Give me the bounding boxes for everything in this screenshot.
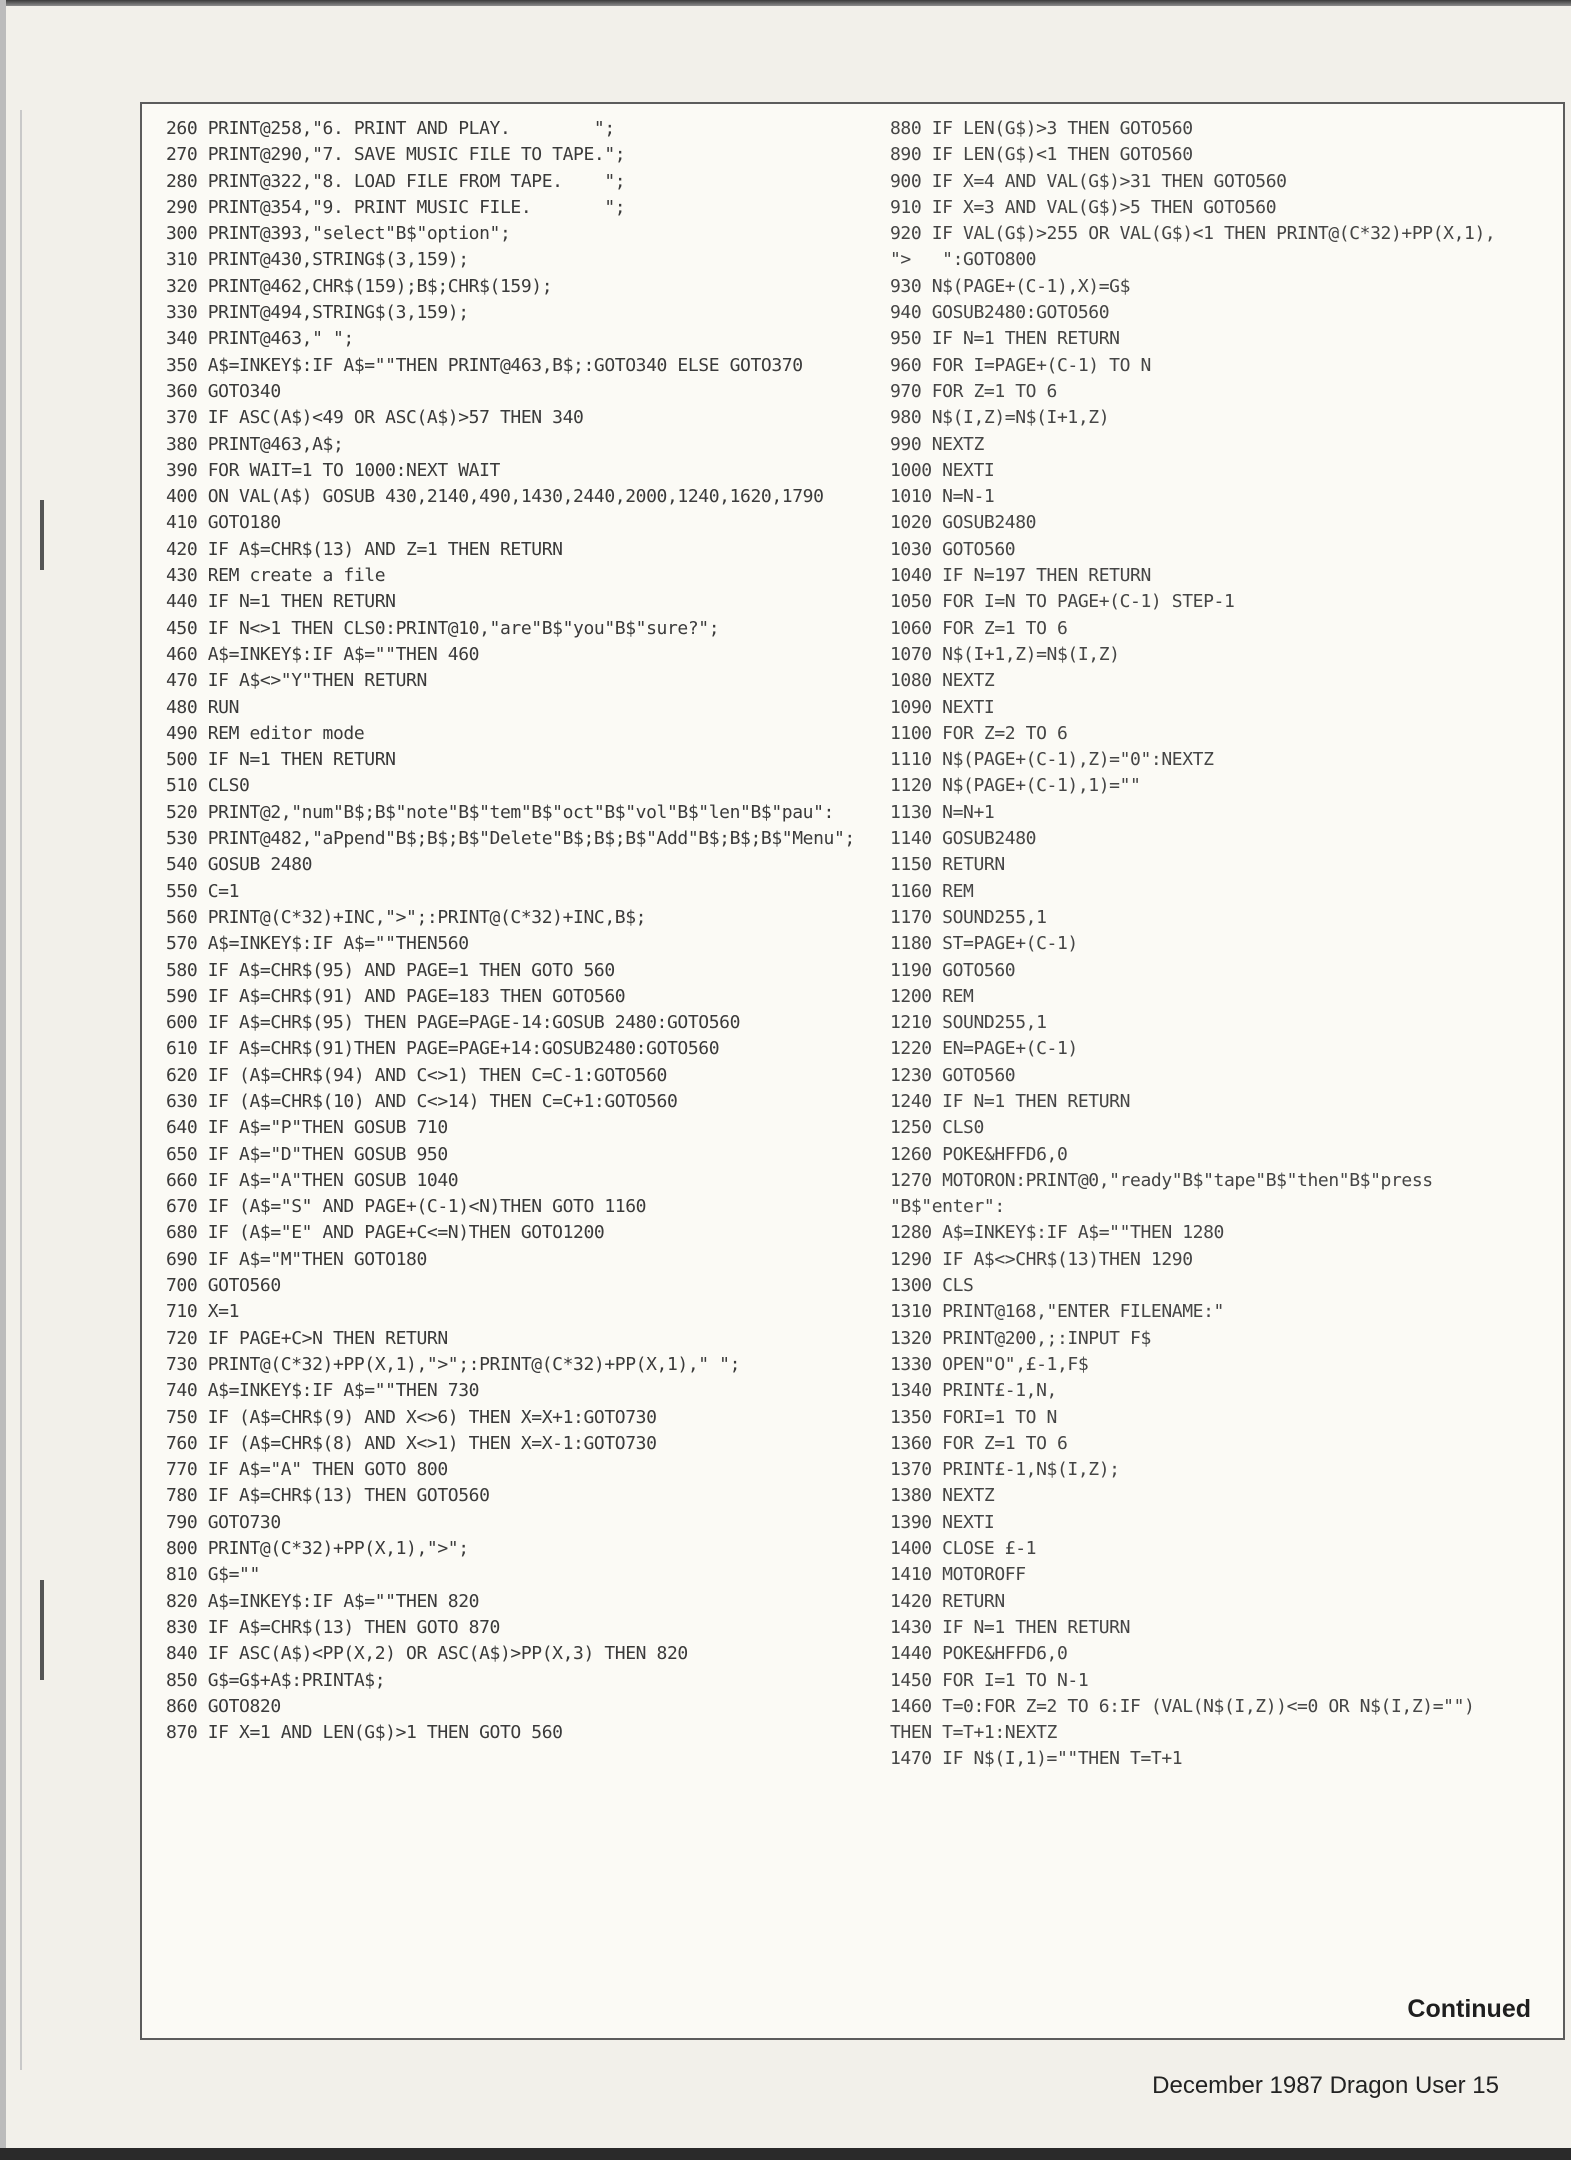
code-line: 320 PRINT@462,CHR$(159);B$;CHR$(159); bbox=[166, 275, 553, 297]
code-line: 910 IF X=3 AND VAL(G$)>5 THEN GOTO560 bbox=[890, 196, 1277, 218]
code-line: "B$"enter": bbox=[890, 1196, 1005, 1218]
code-line: 640 IF A$="P"THEN GOSUB 710 bbox=[166, 1117, 448, 1139]
code-line: 1020 GOSUB2480 bbox=[890, 512, 1037, 534]
code-line: 690 IF A$="M"THEN GOTO180 bbox=[166, 1248, 427, 1270]
code-line: 1270 MOTORON:PRINT@0,"ready"B$"tape"B$"then"B$"press bbox=[890, 1169, 1433, 1191]
gutter-mark bbox=[40, 500, 44, 570]
code-line: 1260 POKE&HFFD6,0 bbox=[890, 1143, 1068, 1165]
code-line: 800 PRINT@(C*32)+PP(X,1),">"; bbox=[166, 1538, 469, 1560]
page-edge-top bbox=[0, 0, 1571, 6]
code-line: 740 A$=INKEY$:IF A$=""THEN 730 bbox=[166, 1380, 480, 1402]
code-line: 290 PRINT@354,"9. PRINT MUSIC FILE. "; bbox=[166, 196, 626, 218]
code-line: 750 IF (A$=CHR$(9) AND X<>6) THEN X=X+1:GOTO730 bbox=[166, 1406, 657, 1428]
code-line: 840 IF ASC(A$)<PP(X,2) OR ASC(A$)>PP(X,3) THEN 820 bbox=[166, 1643, 688, 1665]
code-line: 450 IF N<>1 THEN CLS0:PRINT@10,"are"B$"you"B$"sure?"; bbox=[166, 617, 720, 639]
code-line: 850 G$=G$+A$:PRINTA$; bbox=[166, 1669, 386, 1691]
code-line: 1030 GOTO560 bbox=[890, 538, 1016, 560]
page-edge-left bbox=[0, 0, 6, 2160]
code-line: 780 IF A$=CHR$(13) THEN GOTO560 bbox=[166, 1485, 490, 1507]
code-line: 730 PRINT@(C*32)+PP(X,1),">";:PRINT@(C*32)+PP(X,1)," "; bbox=[166, 1353, 741, 1375]
listing-left-column bbox=[166, 116, 871, 1746]
code-line: 960 FOR I=PAGE+(C-1) TO N bbox=[890, 354, 1151, 376]
code-line: 980 N$(I,Z)=N$(I+1,Z) bbox=[890, 407, 1110, 429]
code-line: 530 PRINT@482,"aPpend"B$;B$;B$"Delete"B$;B$;B$"Add"B$;B$;B$"Menu"; bbox=[166, 828, 855, 850]
code-line: 650 IF A$="D"THEN GOSUB 950 bbox=[166, 1143, 448, 1165]
code-line: 580 IF A$=CHR$(95) AND PAGE=1 THEN GOTO 560 bbox=[166, 959, 615, 981]
code-line: 890 IF LEN(G$)<1 THEN GOTO560 bbox=[890, 144, 1193, 166]
code-line: 1200 REM bbox=[890, 985, 974, 1007]
code-line: 1400 CLOSE £-1 bbox=[890, 1538, 1037, 1560]
code-line: 370 IF ASC(A$)<49 OR ASC(A$)>57 THEN 340 bbox=[166, 407, 584, 429]
code-line: 1470 IF N$(I,1)=""THEN T=T+1 bbox=[890, 1748, 1183, 1770]
code-line: 590 IF A$=CHR$(91) AND PAGE=183 THEN GOTO560 bbox=[166, 985, 626, 1007]
code-line: 330 PRINT@494,STRING$(3,159); bbox=[166, 302, 469, 324]
code-line: 930 N$(PAGE+(C-1),X)=G$ bbox=[890, 275, 1131, 297]
code-line: 1390 NEXTI bbox=[890, 1511, 995, 1533]
code-line: "> ":GOTO800 bbox=[890, 249, 1037, 271]
code-line: 1110 N$(PAGE+(C-1),Z)="0":NEXTZ bbox=[890, 749, 1214, 771]
code-line: 350 A$=INKEY$:IF A$=""THEN PRINT@463,B$;:GOTO340 ELSE GOTO370 bbox=[166, 354, 803, 376]
code-line: 1140 GOSUB2480 bbox=[890, 828, 1037, 850]
code-line: 720 IF PAGE+C>N THEN RETURN bbox=[166, 1327, 448, 1349]
code-line: THEN T=T+1:NEXTZ bbox=[890, 1722, 1057, 1744]
code-line: 700 GOTO560 bbox=[166, 1275, 281, 1297]
code-line: 440 IF N=1 THEN RETURN bbox=[166, 591, 396, 613]
code-line: 410 GOTO180 bbox=[166, 512, 281, 534]
page-edge-bottom bbox=[0, 2148, 1571, 2160]
code-line: 990 NEXTZ bbox=[890, 433, 984, 455]
code-line: 380 PRINT@463,A$; bbox=[166, 433, 344, 455]
code-line: 1150 RETURN bbox=[890, 854, 1005, 876]
code-line: 400 ON VAL(A$) GOSUB 430,2140,490,1430,2440,2000,1240,1620,1790 bbox=[166, 486, 824, 508]
code-line: 870 IF X=1 AND LEN(G$)>1 THEN GOTO 560 bbox=[166, 1722, 563, 1744]
code-line: 570 A$=INKEY$:IF A$=""THEN560 bbox=[166, 933, 469, 955]
listing-panel bbox=[140, 102, 1565, 2040]
code-line: 1290 IF A$<>CHR$(13)THEN 1290 bbox=[890, 1248, 1193, 1270]
code-line: 300 PRINT@393,"select"B$"option"; bbox=[166, 223, 511, 245]
code-line: 490 REM editor mode bbox=[166, 722, 365, 744]
code-line: 470 IF A$<>"Y"THEN RETURN bbox=[166, 670, 427, 692]
code-line: 680 IF (A$="E" AND PAGE+C<=N)THEN GOTO1200 bbox=[166, 1222, 605, 1244]
code-line: 340 PRINT@463," "; bbox=[166, 328, 354, 350]
code-line: 480 RUN bbox=[166, 696, 240, 718]
code-line: 670 IF (A$="S" AND PAGE+(C-1)<N)THEN GOTO 1160 bbox=[166, 1196, 647, 1218]
code-line: 280 PRINT@322,"8. LOAD FILE FROM TAPE. "; bbox=[166, 170, 626, 192]
code-line: 1420 RETURN bbox=[890, 1590, 1005, 1612]
code-line: 1210 SOUND255,1 bbox=[890, 1012, 1047, 1034]
code-line: 1250 CLS0 bbox=[890, 1117, 984, 1139]
code-line: 1440 POKE&HFFD6,0 bbox=[890, 1643, 1068, 1665]
code-line: 1360 FOR Z=1 TO 6 bbox=[890, 1432, 1068, 1454]
code-line: 1000 NEXTI bbox=[890, 459, 995, 481]
code-line: 1370 PRINT£-1,N$(I,Z); bbox=[890, 1459, 1120, 1481]
code-line: 360 GOTO340 bbox=[166, 380, 281, 402]
code-line: 1350 FORI=1 TO N bbox=[890, 1406, 1057, 1428]
code-line: 880 IF LEN(G$)>3 THEN GOTO560 bbox=[890, 118, 1193, 139]
code-line: 770 IF A$="A" THEN GOTO 800 bbox=[166, 1459, 448, 1481]
code-line: 710 X=1 bbox=[166, 1301, 240, 1323]
code-line: 900 IF X=4 AND VAL(G$)>31 THEN GOTO560 bbox=[890, 170, 1287, 192]
code-line: 1300 CLS bbox=[890, 1275, 974, 1297]
code-line: 820 A$=INKEY$:IF A$=""THEN 820 bbox=[166, 1590, 480, 1612]
code-line: 1240 IF N=1 THEN RETURN bbox=[890, 1090, 1131, 1112]
code-line: 830 IF A$=CHR$(13) THEN GOTO 870 bbox=[166, 1616, 500, 1638]
code-line: 310 PRINT@430,STRING$(3,159); bbox=[166, 249, 469, 271]
code-line: 1070 N$(I+1,Z)=N$(I,Z) bbox=[890, 643, 1120, 665]
code-line: 1160 REM bbox=[890, 880, 974, 902]
code-line: 420 IF A$=CHR$(13) AND Z=1 THEN RETURN bbox=[166, 538, 563, 560]
code-line: 1100 FOR Z=2 TO 6 bbox=[890, 722, 1068, 744]
code-line: 1320 PRINT@200,;:INPUT F$ bbox=[890, 1327, 1151, 1349]
code-line: 920 IF VAL(G$)>255 OR VAL(G$)<1 THEN PRINT@(C*32)+PP(X,1), bbox=[890, 223, 1496, 245]
code-line: 600 IF A$=CHR$(95) THEN PAGE=PAGE-14:GOSUB 2480:GOTO560 bbox=[166, 1012, 741, 1034]
code-line: 260 PRINT@258,"6. PRINT AND PLAY. "; bbox=[166, 118, 615, 139]
code-line: 1430 IF N=1 THEN RETURN bbox=[890, 1616, 1131, 1638]
code-line: 520 PRINT@2,"num"B$;B$"note"B$"tem"B$"oct"B$"vol"B$"len"B$"pau": bbox=[166, 801, 834, 823]
code-line: 790 GOTO730 bbox=[166, 1511, 281, 1533]
code-line: 810 G$="" bbox=[166, 1564, 260, 1586]
code-line: 1010 N=N-1 bbox=[890, 486, 995, 508]
code-line: 1170 SOUND255,1 bbox=[890, 906, 1047, 928]
code-line: 970 FOR Z=1 TO 6 bbox=[890, 380, 1057, 402]
code-line: 1080 NEXTZ bbox=[890, 670, 995, 692]
code-line: 1310 PRINT@168,"ENTER FILENAME:" bbox=[890, 1301, 1224, 1323]
code-line: 1230 GOTO560 bbox=[890, 1064, 1016, 1086]
code-line: 1060 FOR Z=1 TO 6 bbox=[890, 617, 1068, 639]
code-line: 1090 NEXTI bbox=[890, 696, 995, 718]
code-line: 1280 A$=INKEY$:IF A$=""THEN 1280 bbox=[890, 1222, 1224, 1244]
code-line: 1460 T=0:FOR Z=2 TO 6:IF (VAL(N$(I,Z))<=0 OR N$(I,Z)="") bbox=[890, 1695, 1475, 1717]
code-line: 1220 EN=PAGE+(C-1) bbox=[890, 1038, 1078, 1060]
code-line: 1130 N=N+1 bbox=[890, 801, 995, 823]
code-line: 950 IF N=1 THEN RETURN bbox=[890, 328, 1120, 350]
code-line: 550 C=1 bbox=[166, 880, 240, 902]
code-line: 940 GOSUB2480:GOTO560 bbox=[890, 302, 1110, 324]
code-line: 1040 IF N=197 THEN RETURN bbox=[890, 565, 1151, 587]
code-line: 1410 MOTOROFF bbox=[890, 1564, 1026, 1586]
code-line: 1120 N$(PAGE+(C-1),1)="" bbox=[890, 775, 1141, 797]
code-line: 1330 OPEN"O",£-1,F$ bbox=[890, 1353, 1089, 1375]
gutter-mark bbox=[40, 1580, 44, 1680]
code-line: 460 A$=INKEY$:IF A$=""THEN 460 bbox=[166, 643, 480, 665]
code-line: 430 REM create a file bbox=[166, 565, 386, 587]
code-line: 630 IF (A$=CHR$(10) AND C<>14) THEN C=C+1:GOTO560 bbox=[166, 1090, 678, 1112]
code-line: 540 GOSUB 2480 bbox=[166, 854, 313, 876]
code-line: 510 CLS0 bbox=[166, 775, 250, 797]
code-line: 1340 PRINT£-1,N, bbox=[890, 1380, 1057, 1402]
code-line: 1050 FOR I=N TO PAGE+(C-1) STEP-1 bbox=[890, 591, 1235, 613]
code-line: 760 IF (A$=CHR$(8) AND X<>1) THEN X=X-1:GOTO730 bbox=[166, 1432, 657, 1454]
code-line: 560 PRINT@(C*32)+INC,">";:PRINT@(C*32)+INC,B$; bbox=[166, 906, 647, 928]
code-line: 660 IF A$="A"THEN GOSUB 1040 bbox=[166, 1169, 459, 1191]
code-line: 1450 FOR I=1 TO N-1 bbox=[890, 1669, 1089, 1691]
code-line: 390 FOR WAIT=1 TO 1000:NEXT WAIT bbox=[166, 459, 500, 481]
code-line: 500 IF N=1 THEN RETURN bbox=[166, 749, 396, 771]
binding-gutter bbox=[20, 110, 22, 2070]
code-line: 270 PRINT@290,"7. SAVE MUSIC FILE TO TAPE."; bbox=[166, 144, 626, 166]
page-footer: December 1987 Dragon User 15 bbox=[1152, 2072, 1499, 2099]
code-line: 1190 GOTO560 bbox=[890, 959, 1016, 981]
code-line: 860 GOTO820 bbox=[166, 1695, 281, 1717]
code-line: 610 IF A$=CHR$(91)THEN PAGE=PAGE+14:GOSUB2480:GOTO560 bbox=[166, 1038, 720, 1060]
listing-right-column bbox=[890, 116, 1560, 1773]
code-line: 1380 NEXTZ bbox=[890, 1485, 995, 1507]
continued-label: Continued bbox=[1407, 1995, 1531, 2023]
code-line: 620 IF (A$=CHR$(94) AND C<>1) THEN C=C-1:GOTO560 bbox=[166, 1064, 667, 1086]
code-line: 1180 ST=PAGE+(C-1) bbox=[890, 933, 1078, 955]
